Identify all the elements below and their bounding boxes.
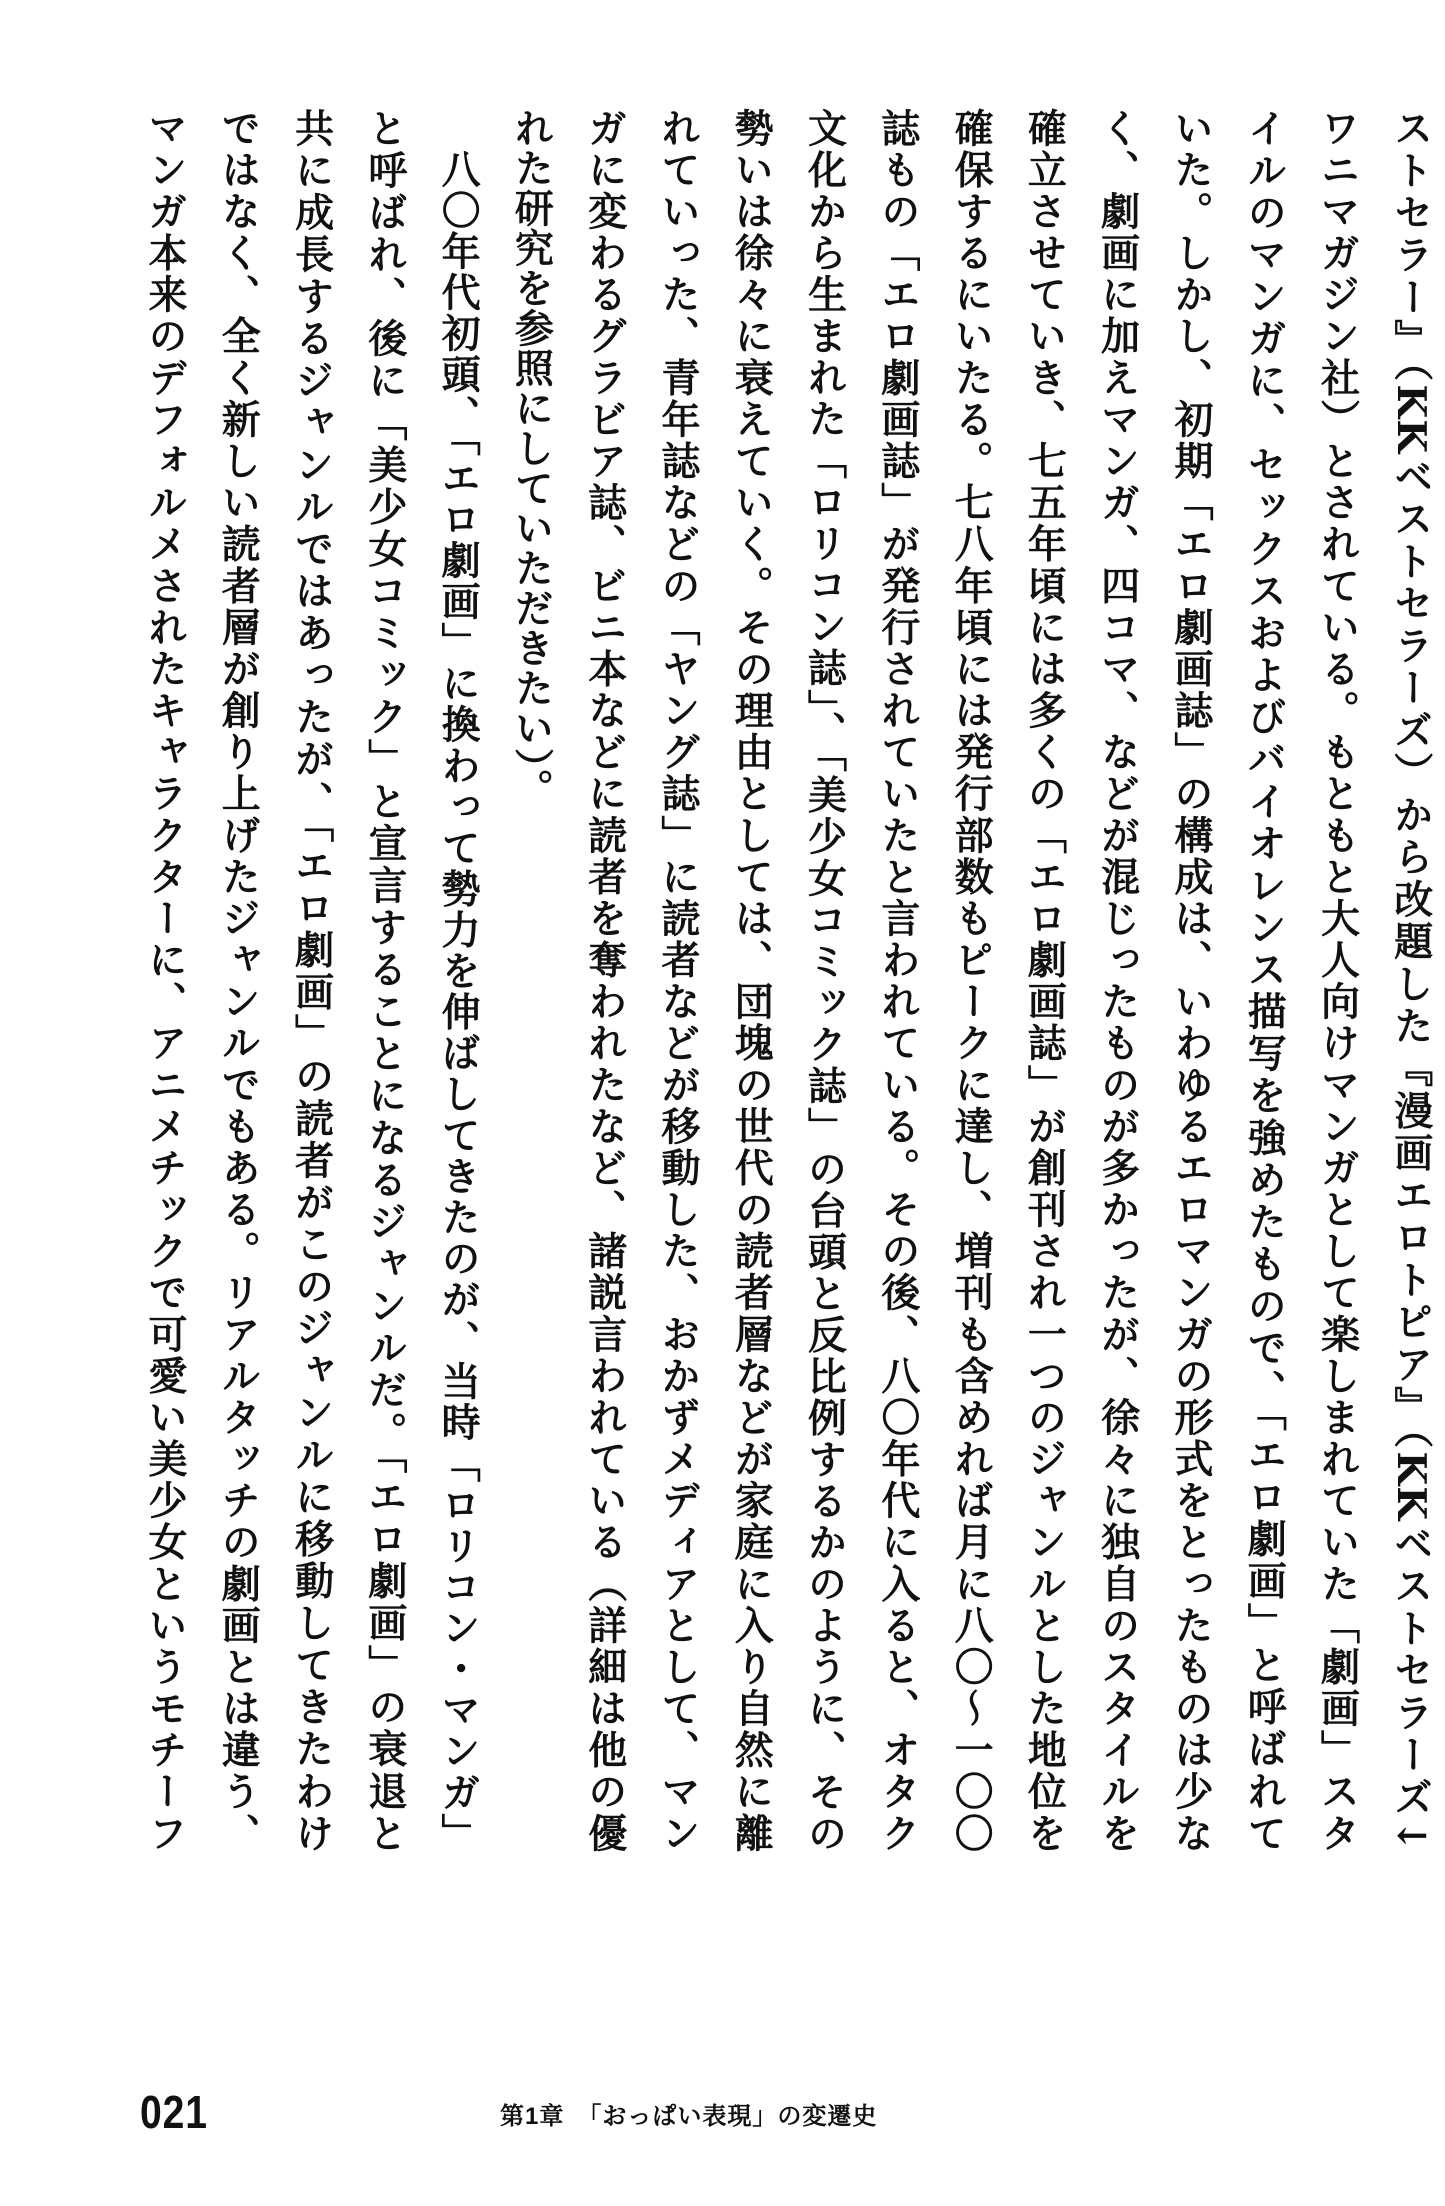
text-column: ストセラー』（KKベストセラーズ）から改題した『漫画エロトピア』（KKベストセラーズ↓: [1387, 108, 1434, 1853]
page-number: 021: [140, 2086, 208, 2138]
text-column: 誌もの「エロ劇画誌」が発行されていたと言われている。その後、八〇年代に入ると、オタク: [874, 108, 921, 1853]
text-column: 確保するにいたる。七八年頃には発行部数もピークに達し、増刊も含めれば月に八〇～一〇〇: [948, 108, 995, 1853]
text-column: 確立させていき、七五年頃には多くの「エロ劇画誌」が創刊され一つのジャンルとした地位を: [1021, 108, 1068, 1853]
text-column: いた。しかし、初期「エロ劇画誌」の構成は、いわゆるエロマンガの形式をとったものは少な: [1167, 108, 1214, 1853]
text-column: ワニマガジン社）とされている。もともと大人向けマンガとして楽しまれていた「劇画」スタ: [1314, 108, 1361, 1854]
text-column: ではなく、全く新しい読者層が創り上げたジャンルでもある。リアルタッチの劇画とは違う、: [215, 108, 262, 1853]
text-column: イルのマンガに、セックスおよびバイオレンス描写を強めたもので、「エロ劇画」と呼ばれて: [1241, 108, 1288, 1854]
body-text: [138, 108, 1434, 1854]
text-column: く、劇画に加えマンガ、四コマ、などが混じったものが多かったが、徐々に独自のスタイルを: [1094, 108, 1141, 1854]
text-column: 勢いは徐々に衰えていく。その理由としては、団塊の世代の読者層などが家庭に入り自然に離: [728, 108, 775, 1853]
text-column: ガに変わるグラビア誌、ビニ本などに読者を奪われたなど、諸説言われている（詳細は他の優: [581, 108, 628, 1853]
text-column: マンガ本来のデフォルメされたキャラクターに、アニメチックで可愛い美少女というモチーフ: [142, 108, 188, 1853]
text-column: 八〇年代初頭、「エロ劇画」に換わって勢力を伸ばしてきたのが、当時「ロリコン・マンガ」: [435, 108, 482, 1853]
chapter-title: 第1章 「おっぱい表現」の変遷史: [500, 2103, 878, 2130]
text-column: れた研究を参照にしていただきたい）。: [508, 108, 555, 809]
text-column: 共に成長するジャンルではあったが、「エロ劇画」の読者がこのジャンルに移動してきたわけ: [288, 108, 335, 1853]
text-column: と呼ばれ、後に「美少女コミック」と宣言することになるジャンルだ。「エロ劇画」の衰退と: [361, 108, 408, 1853]
text-column: 文化から生まれた「ロリコン誌」、「美少女コミック誌」の台頭と反比例するかのように、その: [801, 108, 848, 1853]
text-column: れていった、青年誌などの「ヤング誌」に読者などが移動した、おかずメディアとして、マン: [654, 108, 701, 1853]
